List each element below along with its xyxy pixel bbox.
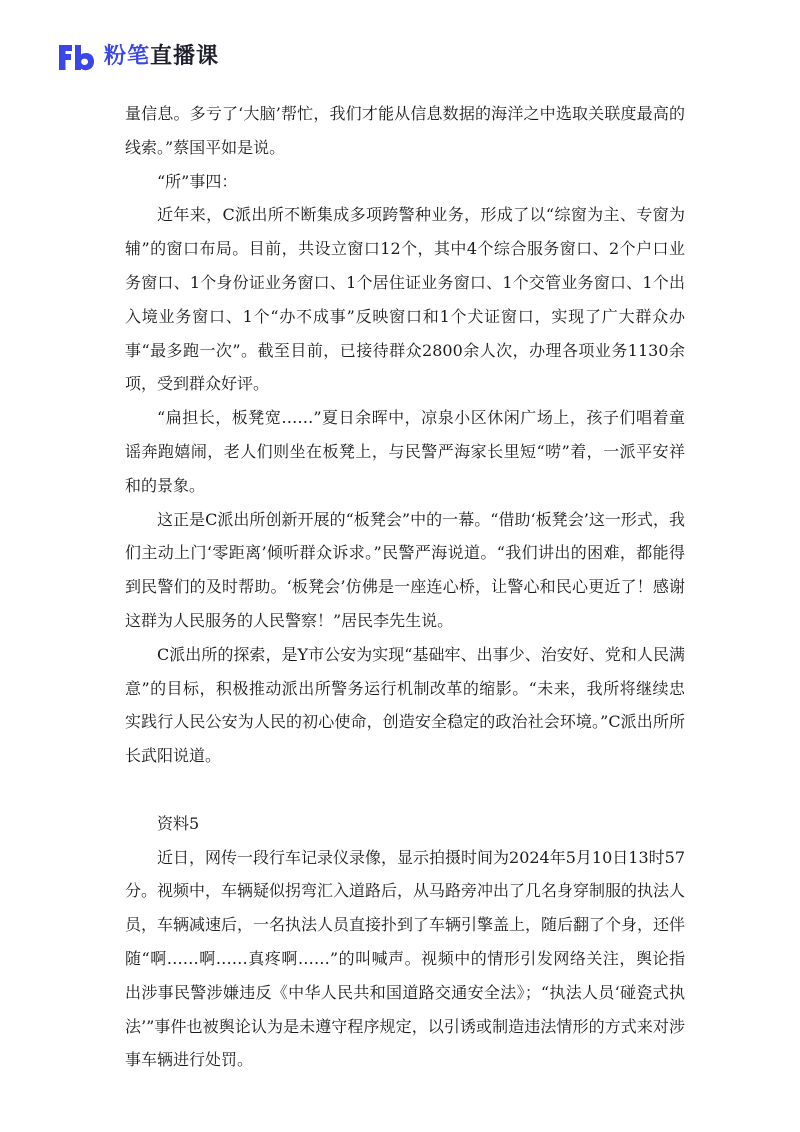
- paragraph: 这正是C派出所创新开展的“板凳会”中的一幕。“借助‘板凳会’这一形式，我们主动上门‘零距离’倾听群众诉求。”民警严海说道。“我们讲出的困难，都能得到民警们的及时帮助。‘板凳会’仿佛是一座连心桥，让警心和民心更近了！感谢这群为人民服务的人民警察！”居民李先生说。: [125, 509, 685, 630]
- section-heading-4: “所”事四：: [157, 171, 238, 191]
- material-heading: 资料5: [157, 813, 200, 833]
- paragraph: C派出所的探索，是Y市公安为实现“基础牢、出事少、治安好、党和人民满意”的目标，积极推动派出所警务运行机制改革的缩影。“未来，我所将继续忠实践行人民公安为人民的初心使命，创造安全稳定的政治社会环境。”C派出所所长武阳说道。: [125, 644, 685, 766]
- paragraph: “扁担长，板凳宽……”夏日余晖中，凉泉小区休闲广场上，孩子们唱着童谣奔跑嬉闹，老人们则坐在板凳上，与民警严海家长里短“唠”着，一派平安祥和的景象。: [125, 408, 685, 495]
- document-body: [125, 97, 685, 1077]
- brand-name-accent: 粉笔: [104, 44, 151, 69]
- section-spacer: [125, 773, 685, 807]
- brand-name: [104, 41, 219, 73]
- paragraph-continued: 量信息。多亏了‘大脑’帮忙，我们才能从信息数据的海洋之中选取关联度最高的线索。”蔡国平如是说。: [125, 104, 685, 157]
- paragraph: 近年来，C派出所不断集成多项跨警种业务，形成了以“综窗为主、专窗为辅”的窗口布局。目前，共设立窗口12个，其中4个综合服务窗口、2个户口业务窗口、1个身份证业务窗口、1个居住证业务窗口、1个交管业务窗口、1个出入境业务窗口、1个“办不成事”反映窗口和1个犬证窗口，实现了广大群众办事“最多跑一次”。截至目前，已接待群众2800余人次，办理各项业务1130余项，受到群众好评。: [125, 205, 685, 394]
- page-header: [56, 40, 219, 74]
- fenbi-logo-icon: [56, 41, 96, 73]
- brand-name-rest: 直播课: [150, 44, 220, 69]
- paragraph: 近日，网传一段行车记录仪录像，显示拍摄时间为2024年5月10日13时57分。视频中，车辆疑似拐弯汇入道路后，从马路旁冲出了几名身穿制服的执法人员，车辆减速后，一名执法人员直接扑到了车辆引擎盖上，随后翻了个身，还伴随“啊……啊……真疼啊……”的叫喊声。视频中的情形引发网络关注，舆论指出涉事民警涉嫌违反《中华人民共和国道路交通安全法》；“执法人员‘碰瓷式执法’”事件也被舆论认为是未遵守程序规定，以引诱或制造违法情形的方式来对涉事车辆进行处罚。: [125, 847, 686, 1070]
